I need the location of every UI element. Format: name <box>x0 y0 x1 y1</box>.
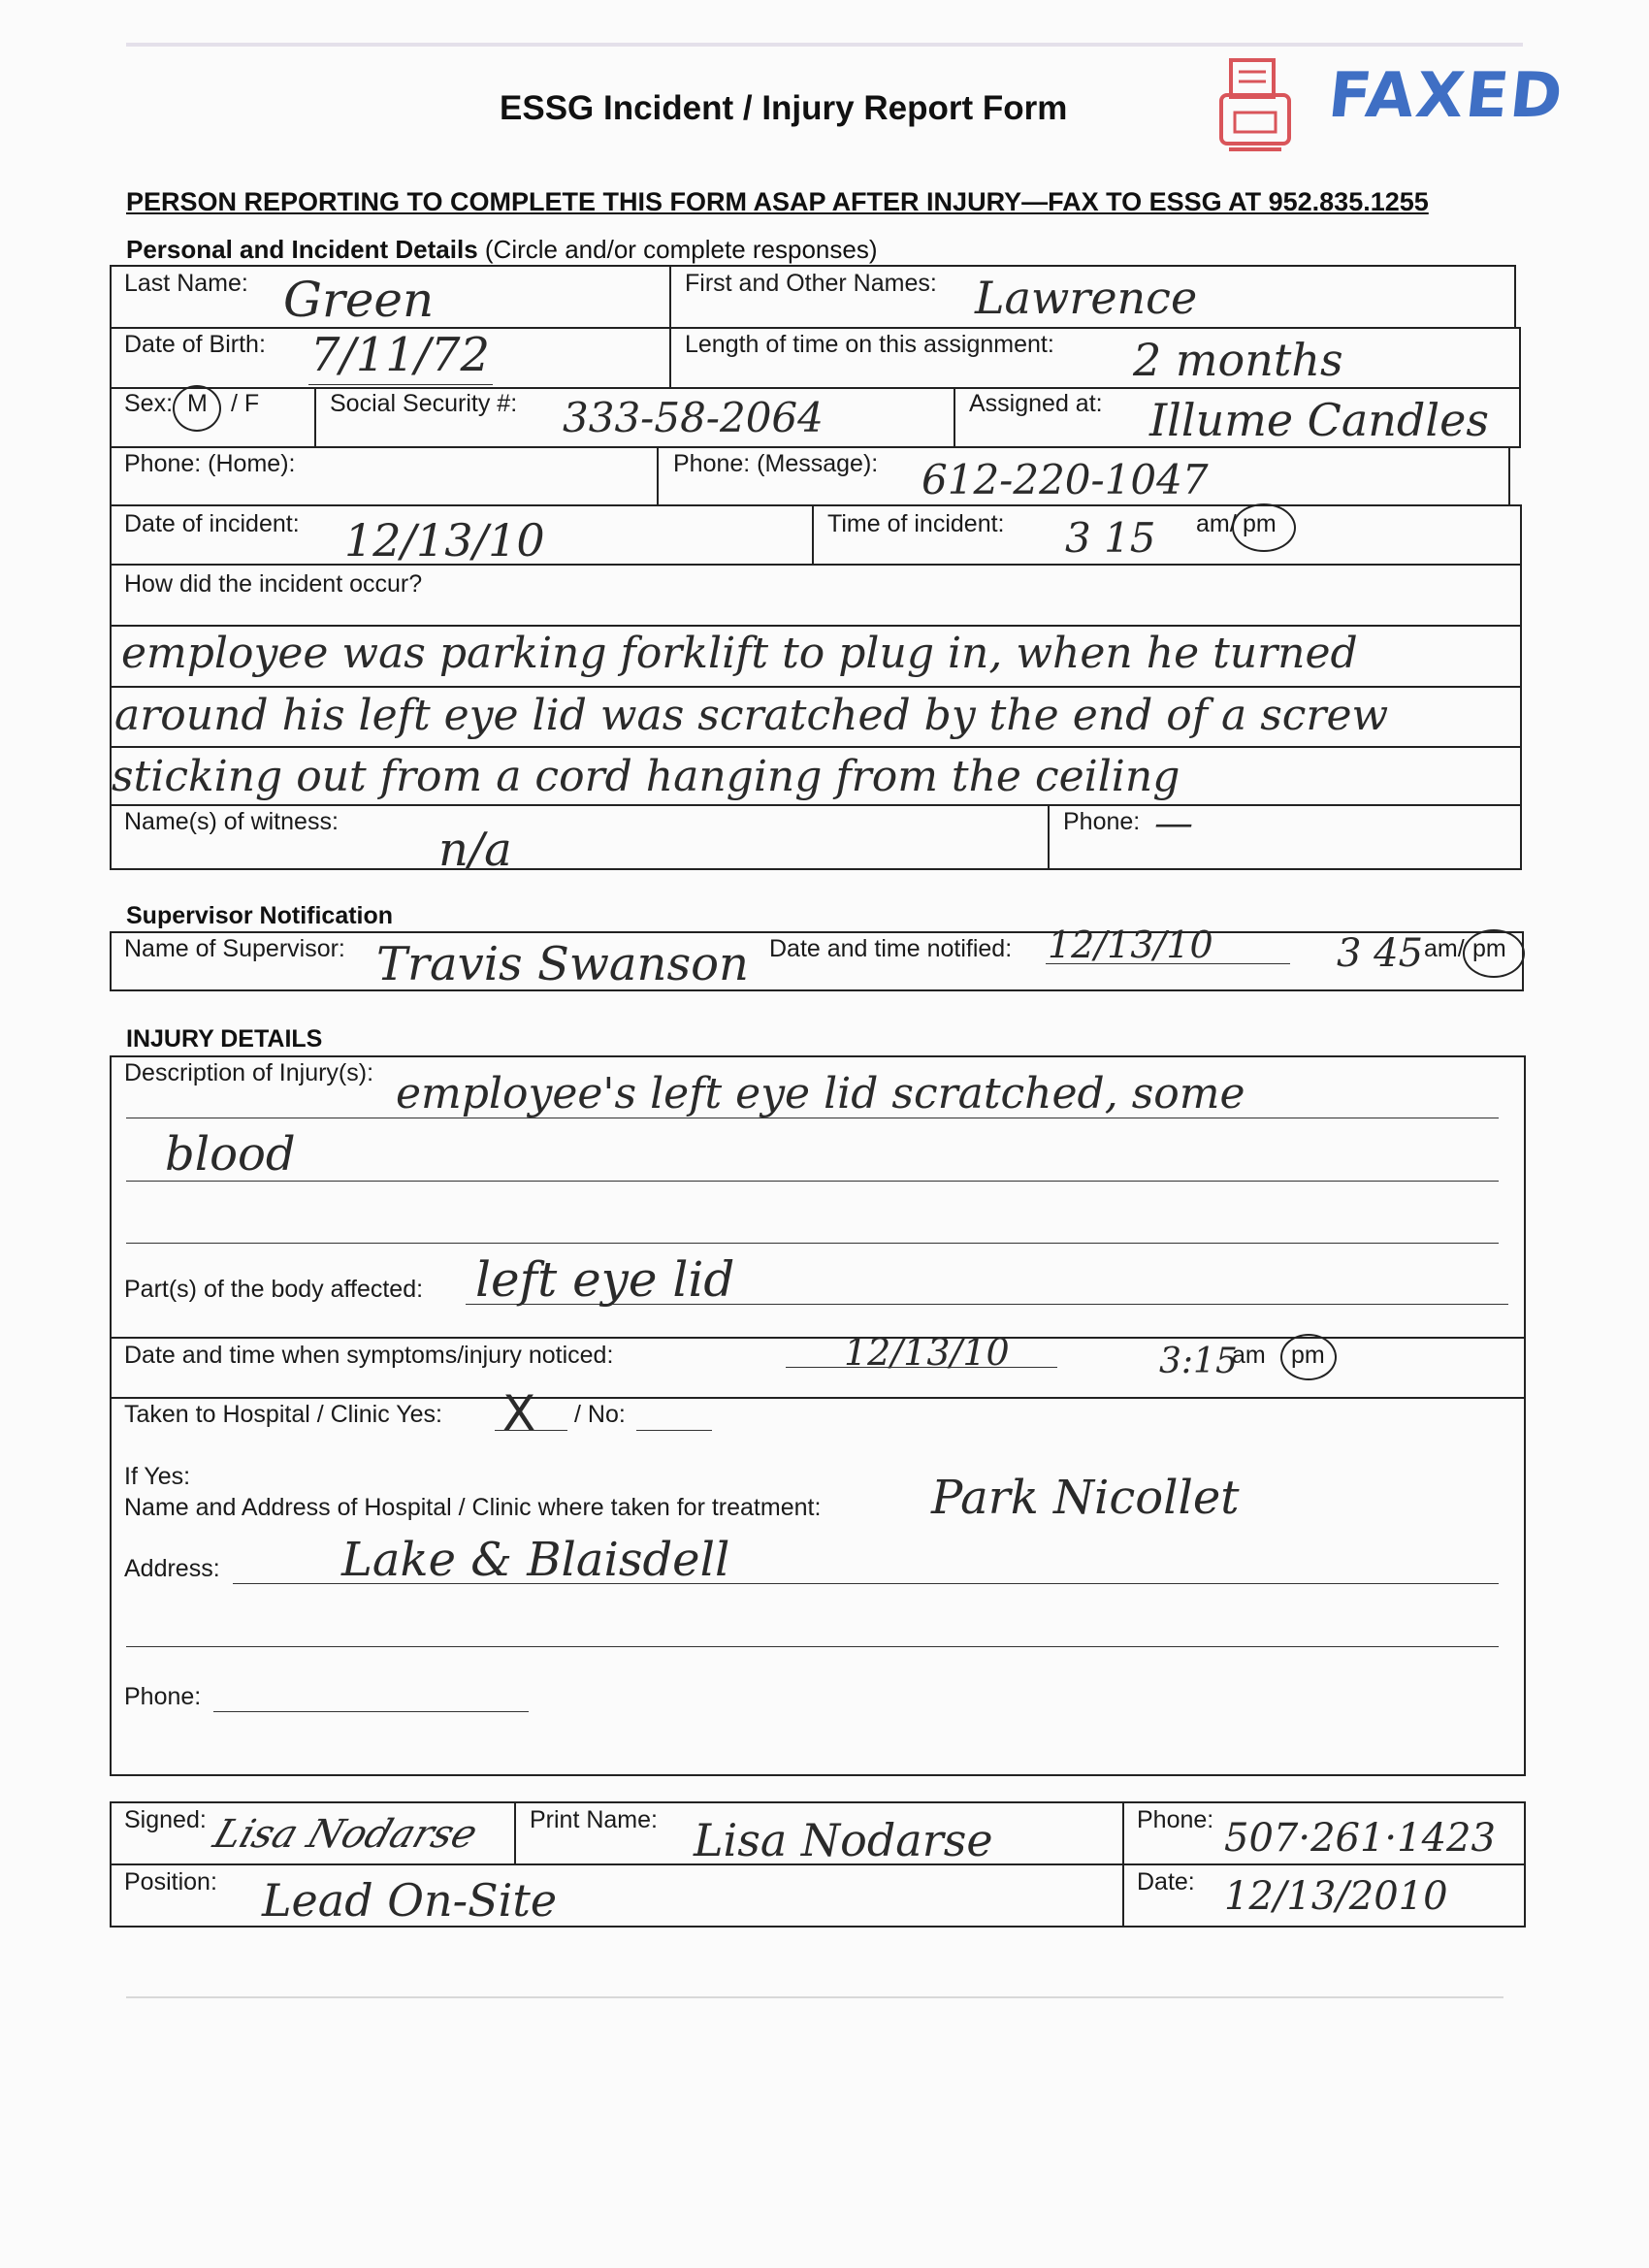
dob-label: Date of Birth: <box>124 331 266 358</box>
witness-phone-value[interactable]: — <box>1154 801 1193 846</box>
noticed-time[interactable]: 3:15 <box>1159 1342 1238 1381</box>
instruction: PERSON REPORTING TO COMPLETE THIS FORM ASAP AFTER INJURY—FAX TO ESSG AT 952.835.1255 <box>126 187 1429 216</box>
phone-home-label: Phone: (Home): <box>124 450 296 477</box>
supervisor-name-value[interactable]: Travis Swanson <box>376 937 749 991</box>
date-incident-value[interactable]: 12/13/10 <box>344 514 545 567</box>
signoff-phone-value[interactable]: 507·261·1423 <box>1224 1816 1496 1861</box>
date-incident-label: Date of incident: <box>124 510 300 537</box>
signoff-date-value[interactable]: 12/13/2010 <box>1224 1874 1448 1919</box>
ssn-label: Social Security #: <box>330 390 518 417</box>
last-name-value[interactable]: Green <box>283 272 435 328</box>
print-name-label: Print Name: <box>530 1806 658 1833</box>
signoff-phone-label: Phone: <box>1137 1806 1214 1833</box>
noticed-label: Date and time when symptoms/injury noticed: <box>124 1342 614 1369</box>
time-incident-pm: pm <box>1243 510 1277 537</box>
last-name-label: Last Name: <box>124 270 248 297</box>
signoff-date-label: Date: <box>1137 1868 1195 1895</box>
bottom-rule <box>126 1996 1504 1998</box>
how-line-2[interactable]: around his left eye lid was scratched by the end of a screw <box>114 691 1389 740</box>
body-part-value[interactable]: left eye lid <box>475 1251 735 1308</box>
supervisor-name-label: Name of Supervisor: <box>124 935 345 962</box>
ssn-value[interactable]: 333-58-2064 <box>563 394 824 441</box>
hospital-no-label: / No: <box>574 1401 626 1428</box>
personal-heading <box>126 235 878 265</box>
if-yes-label: If Yes: <box>124 1463 191 1490</box>
description-line-1[interactable]: employee's left eye lid scratched, some <box>396 1069 1245 1118</box>
first-name-value[interactable]: Lawrence <box>975 272 1198 324</box>
address-value[interactable]: Lake & Blaisdell <box>341 1533 730 1587</box>
fax-icon <box>1217 56 1297 153</box>
first-name-label: First and Other Names: <box>685 270 937 297</box>
notified-am: am/ <box>1424 935 1465 962</box>
faxed-stamp: FAXED <box>1325 60 1568 132</box>
assigned-label: Assigned at: <box>969 390 1103 417</box>
personal-heading-label: Personal and Incident Details <box>126 235 478 264</box>
phone-message-label: Phone: (Message): <box>673 450 879 477</box>
facility-label: Name and Address of Hospital / Clinic where taken for treatment: <box>124 1494 822 1521</box>
witness-label: Name(s) of witness: <box>124 808 339 835</box>
how-line-1[interactable]: employee was parking forklift to plug in, when he turned <box>121 629 1358 678</box>
how-line-3[interactable]: sticking out from a cord hanging from the ceiling <box>112 752 1180 801</box>
time-incident-am: am/ <box>1196 510 1237 537</box>
body-part-label: Part(s) of the body affected: <box>124 1276 424 1303</box>
personal-heading-note: (Circle and/or complete responses) <box>484 235 878 264</box>
address-label: Address: <box>124 1555 220 1582</box>
print-name-value[interactable]: Lisa Nodarse <box>694 1814 993 1866</box>
facility-value[interactable]: Park Nicollet <box>931 1471 1240 1525</box>
witness-phone-label: Phone: <box>1063 808 1141 835</box>
how-label: How did the incident occur? <box>124 570 423 598</box>
length-value[interactable]: 2 months <box>1133 334 1343 386</box>
time-incident-label: Time of incident: <box>827 510 1005 537</box>
notified-time[interactable]: 3 45 <box>1337 931 1424 976</box>
hospital-label: Taken to Hospital / Clinic Yes: <box>124 1401 442 1428</box>
assigned-value[interactable]: Illume Candles <box>1149 394 1489 446</box>
position-value[interactable]: Lead On-Site <box>262 1874 558 1927</box>
dob-value[interactable]: 7/11/72 <box>310 328 491 382</box>
description-label: Description of Injury(s): <box>124 1059 374 1086</box>
phone-message-value[interactable]: 612-220-1047 <box>922 456 1209 503</box>
top-rule <box>126 43 1523 47</box>
notified-label: Date and time notified: <box>769 935 1013 962</box>
sex-male-option: M <box>187 390 208 417</box>
sex-female-option: / F <box>231 390 260 417</box>
length-label: Length of time on this assignment: <box>685 331 1054 358</box>
signed-label: Signed: <box>124 1806 207 1833</box>
hospital-phone-label: Phone: <box>124 1683 202 1710</box>
hospital-yes-mark[interactable]: X <box>502 1385 536 1442</box>
sex-label: Sex: <box>124 390 174 417</box>
witness-value[interactable]: n/a <box>438 823 512 877</box>
supervisor-heading: Supervisor Notification <box>126 902 394 929</box>
description-line-2[interactable]: blood <box>165 1127 296 1182</box>
time-incident-value[interactable]: 3 15 <box>1065 514 1156 562</box>
form-title: ESSG Incident / Injury Report Form <box>500 89 1068 127</box>
position-label: Position: <box>124 1868 217 1895</box>
notified-pm: pm <box>1472 935 1506 962</box>
noticed-pm: pm <box>1291 1342 1325 1369</box>
noticed-am: am <box>1232 1342 1266 1369</box>
signature[interactable]: Lisa Nodarse <box>208 1812 483 1857</box>
notified-date[interactable]: 12/13/10 <box>1048 923 1213 966</box>
injury-heading: INJURY DETAILS <box>126 1025 323 1053</box>
noticed-date[interactable]: 12/13/10 <box>844 1331 1010 1374</box>
